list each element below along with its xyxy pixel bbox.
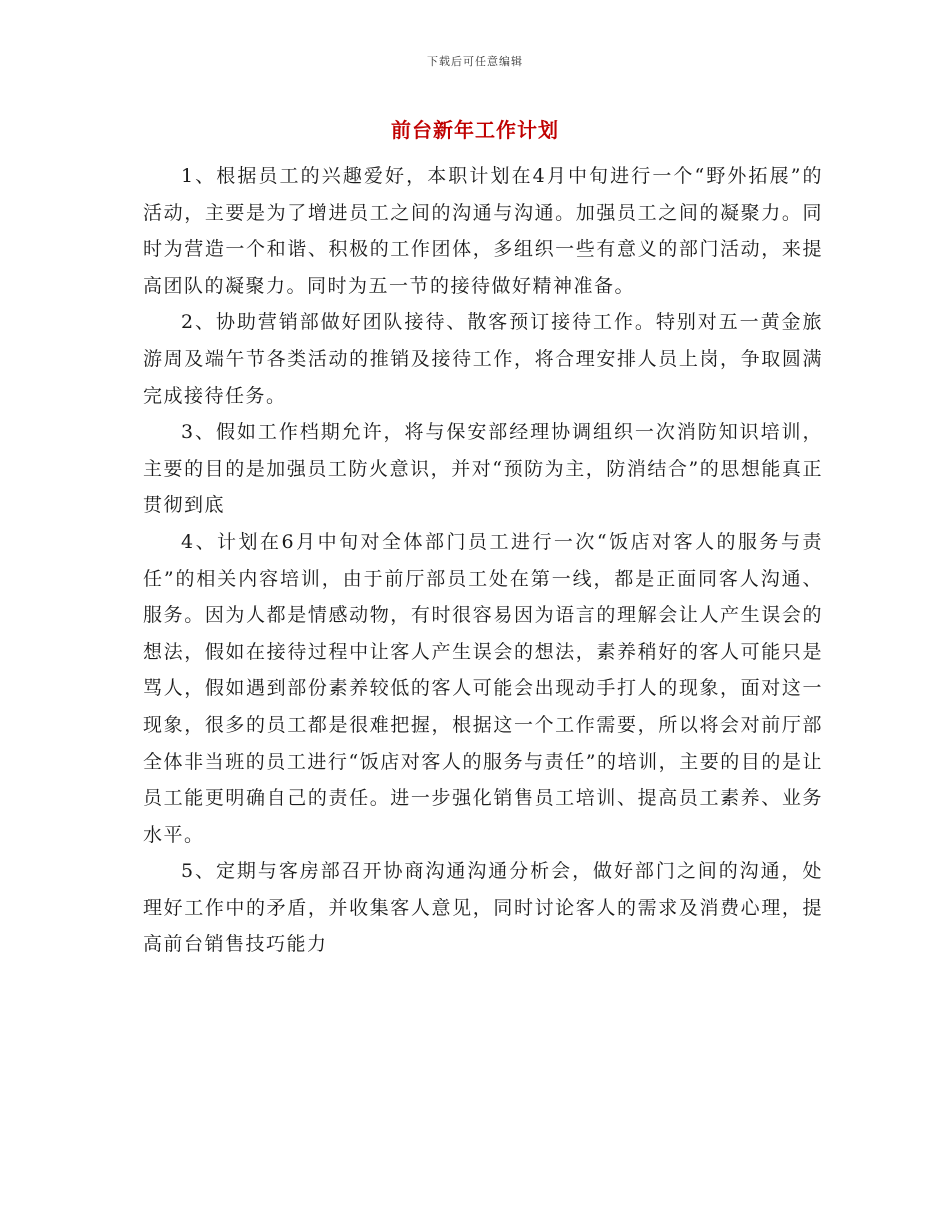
paragraph-5: 5、定期与客房部召开协商沟通沟通分析会，做好部门之间的沟通，处理好工作中的矛盾，并收集客人意见，同时讨论客人的需求及消费心理，提高前台销售技巧能力 bbox=[143, 860, 823, 956]
paragraph-2: 2、协助营销部做好团队接待、散客预订接待工作。特别对五一黄金旅游周及端午节各类活动的推销及接待工作，将合理安排人员上岗，争取圆满完成接待任务。 bbox=[143, 311, 823, 407]
header-note: 下载后可任意编辑 bbox=[427, 55, 523, 68]
paragraph-3: 3、假如工作档期允许，将与保安部经理协调组织一次消防知识培训，主要的目的是加强员工防火意识，并对“预防为主，防消结合”的思想能真正贯彻到底 bbox=[143, 421, 823, 517]
document-title: 前台新年工作计划 bbox=[391, 118, 559, 142]
paragraph-1: 1、根据员工的兴趣爱好，本职计划在4月中旬进行一个“野外拓展”的活动，主要是为了增进员工之间的沟通与沟通。加强员工之间的凝聚力。同时为营造一个和谐、积极的工作团体，多组织一些有意义的部门活动，来提高团队的凝聚力。同时为五一节的接待做好精神准备。 bbox=[143, 165, 823, 297]
paragraph-4: 4、计划在6月中旬对全体部门员工进行一次“饭店对客人的服务与责任”的相关内容培训，由于前厅部员工处在第一线，都是正面同客人沟通、服务。因为人都是情感动物，有时很容易因为语言的理解会让人产生误会的想法，假如在接待过程中让客人产生误会的想法，素养稍好的客人可能只是骂人，假如遇到部份素养较低的客人可能会出现动手打人的现象，面对这一现象，很多的员工都是很难把握，根据这一个工作需要，所以将会对前厅部全体非当班的员工进行“饭店对客人的服务与责任”的培训，主要的目的是让员工能更明确自己的责任。进一步强化销售员工培训、提高员工素养、业务水平。 bbox=[143, 530, 823, 846]
document-body bbox=[143, 158, 823, 963]
